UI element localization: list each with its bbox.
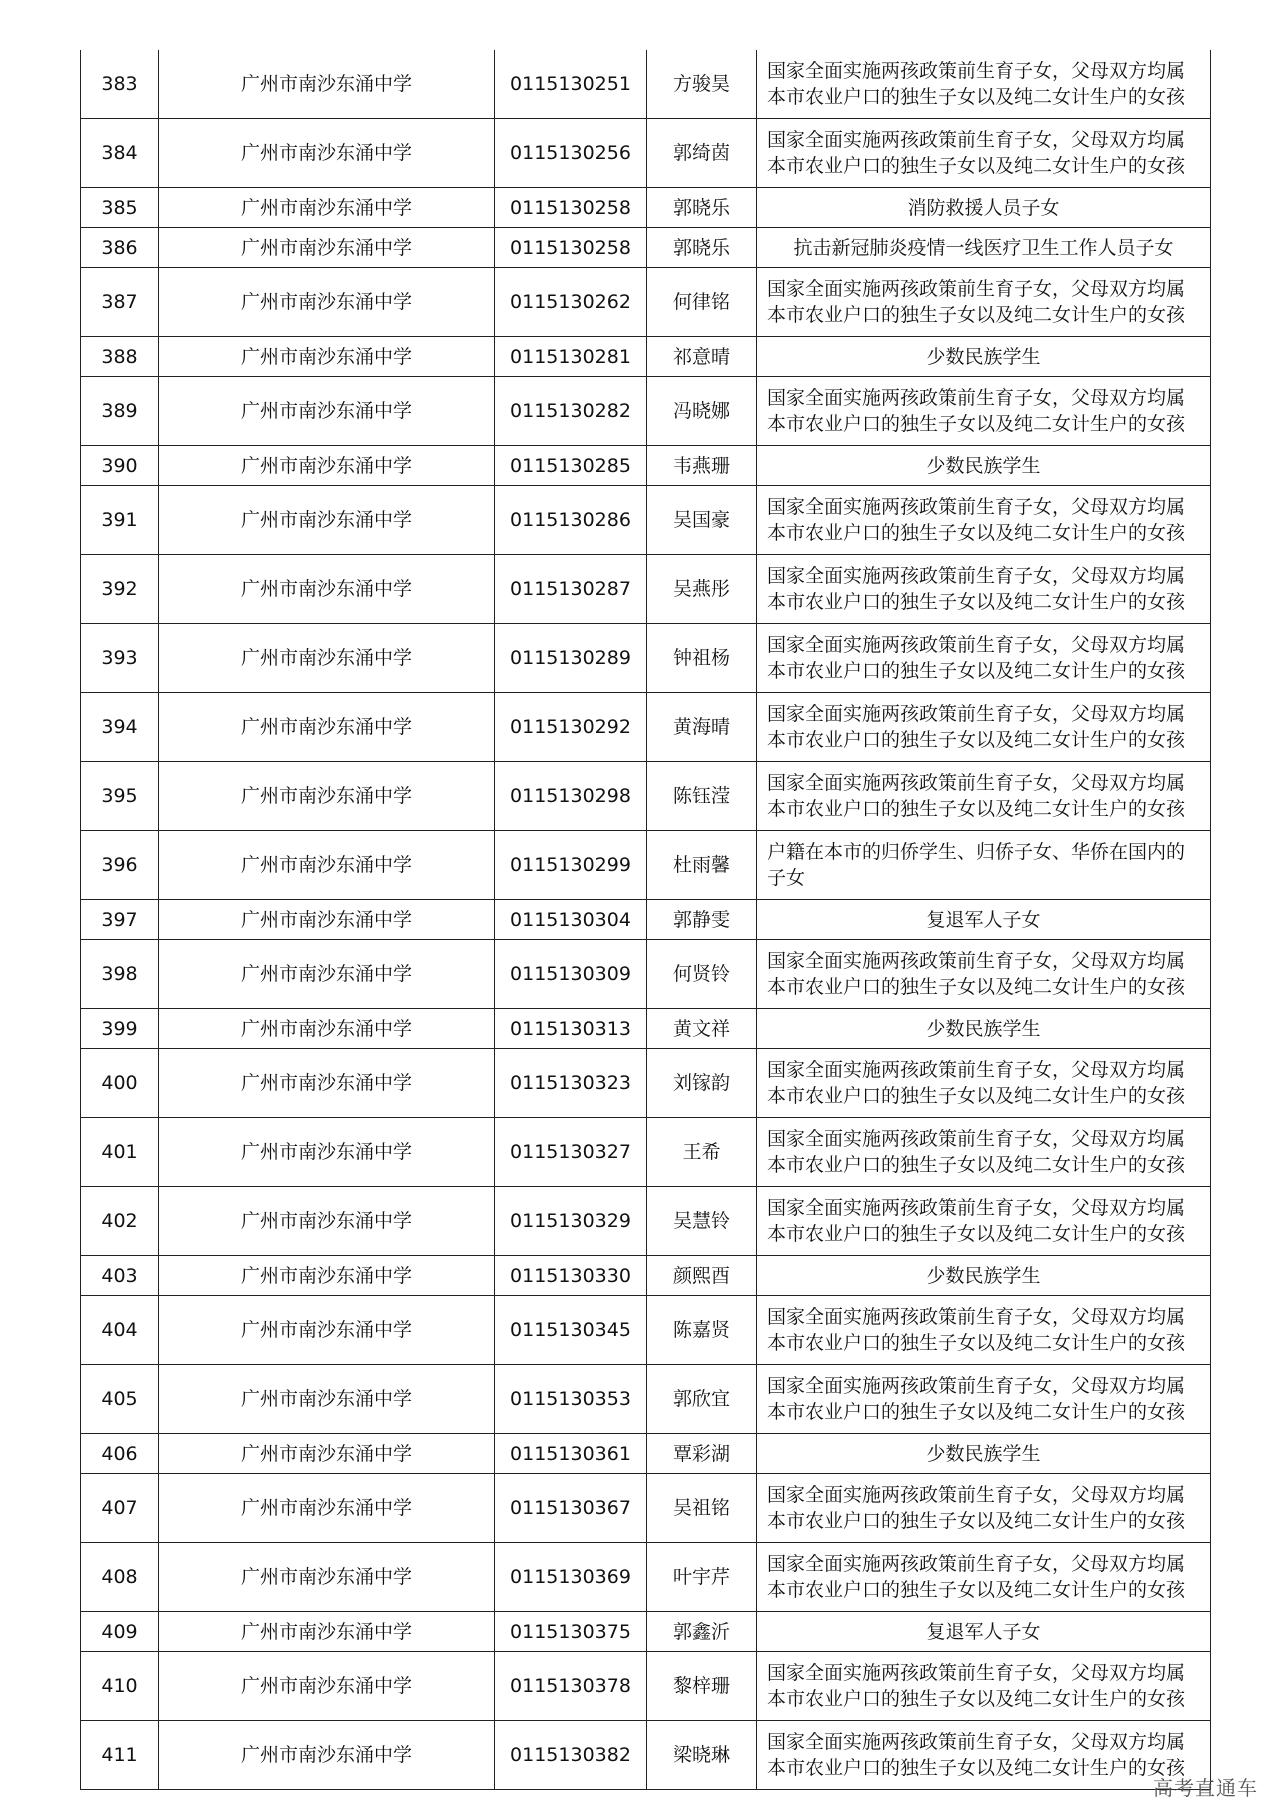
remark-cell: 消防救援人员子女 (757, 188, 1211, 228)
table-row (81, 268, 1211, 337)
seq-cell: 385 (81, 188, 159, 228)
remark-cell: 国家全面实施两孩政策前生育子女，父母双方均属本市农业户口的独生子女以及纯二女计生户的女孩 (757, 1187, 1211, 1256)
table-row (81, 1296, 1211, 1365)
exam-id-cell: 0115130323 (495, 1049, 647, 1118)
student-name-cell: 郭鑫沂 (647, 1612, 757, 1652)
school-cell: 广州市南沙东涌中学 (159, 940, 495, 1009)
table-row (81, 188, 1211, 228)
seq-cell: 395 (81, 762, 159, 831)
school-cell: 广州市南沙东涌中学 (159, 1721, 495, 1790)
remark-cell: 国家全面实施两孩政策前生育子女，父母双方均属本市农业户口的独生子女以及纯二女计生户的女孩 (757, 555, 1211, 624)
student-name-cell: 黄海晴 (647, 693, 757, 762)
table-row (81, 1365, 1211, 1434)
exam-id-cell: 0115130281 (495, 337, 647, 377)
student-name-cell: 陈嘉贤 (647, 1296, 757, 1365)
table-row (81, 228, 1211, 268)
remark-cell: 国家全面实施两孩政策前生育子女，父母双方均属本市农业户口的独生子女以及纯二女计生户的女孩 (757, 1652, 1211, 1721)
student-name-cell: 郭欣宜 (647, 1365, 757, 1434)
remark-cell: 国家全面实施两孩政策前生育子女，父母双方均属本市农业户口的独生子女以及纯二女计生户的女孩 (757, 268, 1211, 337)
table-row (81, 119, 1211, 188)
school-cell: 广州市南沙东涌中学 (159, 1652, 495, 1721)
table-row (81, 1721, 1211, 1790)
remark-cell: 国家全面实施两孩政策前生育子女，父母双方均属本市农业户口的独生子女以及纯二女计生户的女孩 (757, 940, 1211, 1009)
remark-cell: 国家全面实施两孩政策前生育子女，父母双方均属本市农业户口的独生子女以及纯二女计生户的女孩 (757, 1365, 1211, 1434)
seq-cell: 392 (81, 555, 159, 624)
exam-id-cell: 0115130378 (495, 1652, 647, 1721)
school-cell: 广州市南沙东涌中学 (159, 1009, 495, 1049)
student-name-cell: 杜雨馨 (647, 831, 757, 900)
table-row (81, 1049, 1211, 1118)
remark-cell: 国家全面实施两孩政策前生育子女，父母双方均属本市农业户口的独生子女以及纯二女计生户的女孩 (757, 762, 1211, 831)
student-name-cell: 郭绮茵 (647, 119, 757, 188)
table-row (81, 1612, 1211, 1652)
exam-id-cell: 0115130304 (495, 900, 647, 940)
student-name-cell: 吴慧铃 (647, 1187, 757, 1256)
school-cell: 广州市南沙东涌中学 (159, 486, 495, 555)
remark-cell: 国家全面实施两孩政策前生育子女，父母双方均属本市农业户口的独生子女以及纯二女计生户的女孩 (757, 1296, 1211, 1365)
table-row (81, 1187, 1211, 1256)
exam-id-cell: 0115130299 (495, 831, 647, 900)
school-cell: 广州市南沙东涌中学 (159, 555, 495, 624)
seq-cell: 400 (81, 1049, 159, 1118)
student-name-cell: 祁意晴 (647, 337, 757, 377)
exam-id-cell: 0115130258 (495, 228, 647, 268)
school-cell: 广州市南沙东涌中学 (159, 1543, 495, 1612)
seq-cell: 388 (81, 337, 159, 377)
student-name-cell: 吴祖铭 (647, 1474, 757, 1543)
seq-cell: 408 (81, 1543, 159, 1612)
table-row (81, 446, 1211, 486)
school-cell: 广州市南沙东涌中学 (159, 1434, 495, 1474)
school-cell: 广州市南沙东涌中学 (159, 377, 495, 446)
remark-cell: 少数民族学生 (757, 1009, 1211, 1049)
seq-cell: 393 (81, 624, 159, 693)
table-row (81, 1474, 1211, 1543)
table-row (81, 1256, 1211, 1296)
seq-cell: 398 (81, 940, 159, 1009)
remark-cell: 国家全面实施两孩政策前生育子女，父母双方均属本市农业户口的独生子女以及纯二女计生户的女孩 (757, 1049, 1211, 1118)
roster-table (80, 50, 1211, 1790)
student-name-cell: 黎梓珊 (647, 1652, 757, 1721)
student-name-cell: 郭晓乐 (647, 188, 757, 228)
exam-id-cell: 0115130287 (495, 555, 647, 624)
remark-cell: 少数民族学生 (757, 337, 1211, 377)
seq-cell: 410 (81, 1652, 159, 1721)
student-name-cell: 黄文祥 (647, 1009, 757, 1049)
student-name-cell: 吴燕彤 (647, 555, 757, 624)
student-name-cell: 郭静雯 (647, 900, 757, 940)
seq-cell: 387 (81, 268, 159, 337)
table-row (81, 486, 1211, 555)
student-name-cell: 何律铭 (647, 268, 757, 337)
exam-id-cell: 0115130292 (495, 693, 647, 762)
roster-table-body (81, 50, 1211, 1790)
school-cell: 广州市南沙东涌中学 (159, 119, 495, 188)
student-name-cell: 冯晓娜 (647, 377, 757, 446)
exam-id-cell: 0115130382 (495, 1721, 647, 1790)
exam-id-cell: 0115130309 (495, 940, 647, 1009)
student-name-cell: 韦燕珊 (647, 446, 757, 486)
table-row (81, 624, 1211, 693)
exam-id-cell: 0115130369 (495, 1543, 647, 1612)
table-row (81, 1543, 1211, 1612)
seq-cell: 401 (81, 1118, 159, 1187)
remark-cell: 国家全面实施两孩政策前生育子女，父母双方均属本市农业户口的独生子女以及纯二女计生户的女孩 (757, 486, 1211, 555)
seq-cell: 391 (81, 486, 159, 555)
table-row (81, 900, 1211, 940)
school-cell: 广州市南沙东涌中学 (159, 1365, 495, 1434)
school-cell: 广州市南沙东涌中学 (159, 693, 495, 762)
seq-cell: 389 (81, 377, 159, 446)
exam-id-cell: 0115130285 (495, 446, 647, 486)
school-cell: 广州市南沙东涌中学 (159, 1118, 495, 1187)
seq-cell: 403 (81, 1256, 159, 1296)
remark-cell: 国家全面实施两孩政策前生育子女，父母双方均属本市农业户口的独生子女以及纯二女计生户的女孩 (757, 1118, 1211, 1187)
school-cell: 广州市南沙东涌中学 (159, 188, 495, 228)
table-row (81, 693, 1211, 762)
exam-id-cell: 0115130313 (495, 1009, 647, 1049)
student-name-cell: 梁晓琳 (647, 1721, 757, 1790)
remark-cell: 国家全面实施两孩政策前生育子女，父母双方均属本市农业户口的独生子女以及纯二女计生户的女孩 (757, 50, 1211, 119)
remark-cell: 国家全面实施两孩政策前生育子女，父母双方均属本市农业户口的独生子女以及纯二女计生户的女孩 (757, 624, 1211, 693)
remark-cell: 国家全面实施两孩政策前生育子女，父母双方均属本市农业户口的独生子女以及纯二女计生户的女孩 (757, 693, 1211, 762)
table-row (81, 940, 1211, 1009)
remark-cell: 户籍在本市的归侨学生、归侨子女、华侨在国内的子女 (757, 831, 1211, 900)
exam-id-cell: 0115130289 (495, 624, 647, 693)
watermark-text: 高考直通车 (1153, 1776, 1258, 1800)
remark-cell: 复退军人子女 (757, 900, 1211, 940)
remark-cell: 国家全面实施两孩政策前生育子女，父母双方均属本市农业户口的独生子女以及纯二女计生户的女孩 (757, 1543, 1211, 1612)
exam-id-cell: 0115130256 (495, 119, 647, 188)
seq-cell: 405 (81, 1365, 159, 1434)
remark-cell: 国家全面实施两孩政策前生育子女，父母双方均属本市农业户口的独生子女以及纯二女计生户的女孩 (757, 119, 1211, 188)
remark-cell: 国家全面实施两孩政策前生育子女，父母双方均属本市农业户口的独生子女以及纯二女计生户的女孩 (757, 1721, 1211, 1790)
school-cell: 广州市南沙东涌中学 (159, 446, 495, 486)
seq-cell: 384 (81, 119, 159, 188)
seq-cell: 394 (81, 693, 159, 762)
seq-cell: 409 (81, 1612, 159, 1652)
school-cell: 广州市南沙东涌中学 (159, 337, 495, 377)
table-row (81, 377, 1211, 446)
student-name-cell: 钟祖杨 (647, 624, 757, 693)
exam-id-cell: 0115130345 (495, 1296, 647, 1365)
seq-cell: 390 (81, 446, 159, 486)
school-cell: 广州市南沙东涌中学 (159, 900, 495, 940)
remark-cell: 少数民族学生 (757, 1434, 1211, 1474)
table-row (81, 831, 1211, 900)
exam-id-cell: 0115130330 (495, 1256, 647, 1296)
school-cell: 广州市南沙东涌中学 (159, 1296, 495, 1365)
remark-cell: 抗击新冠肺炎疫情一线医疗卫生工作人员子女 (757, 228, 1211, 268)
seq-cell: 411 (81, 1721, 159, 1790)
remark-cell: 复退军人子女 (757, 1612, 1211, 1652)
table-row (81, 762, 1211, 831)
student-name-cell: 陈钰滢 (647, 762, 757, 831)
exam-id-cell: 0115130262 (495, 268, 647, 337)
seq-cell: 407 (81, 1474, 159, 1543)
student-name-cell: 王希 (647, 1118, 757, 1187)
exam-id-cell: 0115130286 (495, 486, 647, 555)
remark-cell: 国家全面实施两孩政策前生育子女，父母双方均属本市农业户口的独生子女以及纯二女计生户的女孩 (757, 1474, 1211, 1543)
exam-id-cell: 0115130298 (495, 762, 647, 831)
school-cell: 广州市南沙东涌中学 (159, 624, 495, 693)
exam-id-cell: 0115130361 (495, 1434, 647, 1474)
student-name-cell: 吴国豪 (647, 486, 757, 555)
student-name-cell: 郭晓乐 (647, 228, 757, 268)
student-name-cell: 叶宇芹 (647, 1543, 757, 1612)
school-cell: 广州市南沙东涌中学 (159, 1256, 495, 1296)
remark-cell: 少数民族学生 (757, 446, 1211, 486)
table-row (81, 50, 1211, 119)
remark-cell: 国家全面实施两孩政策前生育子女，父母双方均属本市农业户口的独生子女以及纯二女计生户的女孩 (757, 377, 1211, 446)
seq-cell: 383 (81, 50, 159, 119)
exam-id-cell: 0115130282 (495, 377, 647, 446)
student-name-cell: 颜熙酉 (647, 1256, 757, 1296)
student-name-cell: 刘镓韵 (647, 1049, 757, 1118)
school-cell: 广州市南沙东涌中学 (159, 228, 495, 268)
table-row (81, 1434, 1211, 1474)
remark-cell: 少数民族学生 (757, 1256, 1211, 1296)
seq-cell: 399 (81, 1009, 159, 1049)
seq-cell: 397 (81, 900, 159, 940)
exam-id-cell: 0115130367 (495, 1474, 647, 1543)
school-cell: 广州市南沙东涌中学 (159, 1187, 495, 1256)
seq-cell: 402 (81, 1187, 159, 1256)
exam-id-cell: 0115130329 (495, 1187, 647, 1256)
student-name-cell: 方骏昊 (647, 50, 757, 119)
table-row (81, 1118, 1211, 1187)
seq-cell: 386 (81, 228, 159, 268)
table-row (81, 1652, 1211, 1721)
seq-cell: 404 (81, 1296, 159, 1365)
table-row (81, 1009, 1211, 1049)
exam-id-cell: 0115130353 (495, 1365, 647, 1434)
exam-id-cell: 0115130375 (495, 1612, 647, 1652)
roster-table-container (80, 50, 1210, 1790)
seq-cell: 396 (81, 831, 159, 900)
school-cell: 广州市南沙东涌中学 (159, 1474, 495, 1543)
school-cell: 广州市南沙东涌中学 (159, 831, 495, 900)
table-row (81, 337, 1211, 377)
school-cell: 广州市南沙东涌中学 (159, 50, 495, 119)
seq-cell: 406 (81, 1434, 159, 1474)
table-continuation-stub (80, 1762, 1210, 1776)
school-cell: 广州市南沙东涌中学 (159, 1612, 495, 1652)
school-cell: 广州市南沙东涌中学 (159, 1049, 495, 1118)
student-name-cell: 何贤铃 (647, 940, 757, 1009)
exam-id-cell: 0115130327 (495, 1118, 647, 1187)
table-row (81, 555, 1211, 624)
school-cell: 广州市南沙东涌中学 (159, 268, 495, 337)
exam-id-cell: 0115130258 (495, 188, 647, 228)
exam-id-cell: 0115130251 (495, 50, 647, 119)
student-name-cell: 覃彩湖 (647, 1434, 757, 1474)
school-cell: 广州市南沙东涌中学 (159, 762, 495, 831)
